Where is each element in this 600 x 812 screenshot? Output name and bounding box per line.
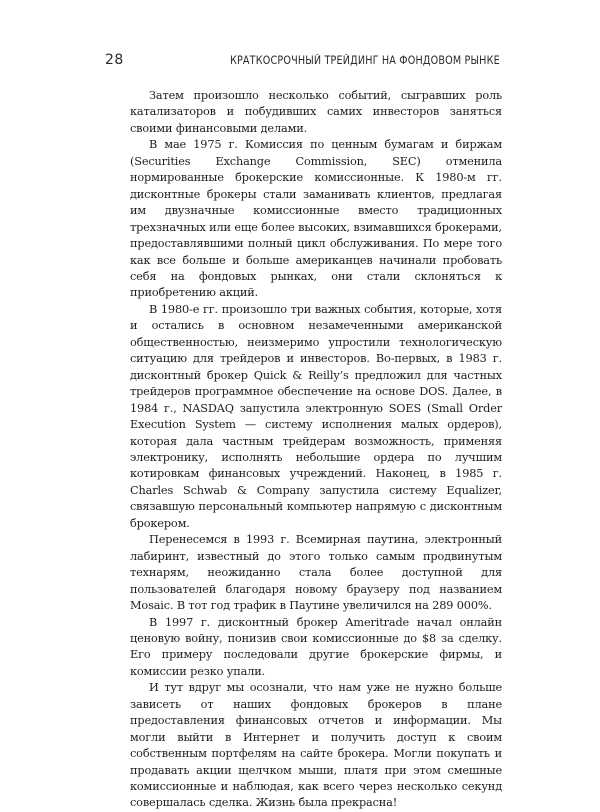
paragraph: Перенесемся в 1993 г. Всемирная паутина, электронный лабиринт, известный до этого только самым продвинутым технарям, неожиданно стала более доступной для пользователей благодаря новому браузеру под названием Mosaic. В тот год трафик в Паутине увеличился на 289 000%. (130, 533, 502, 613)
paragraph: В 1997 г. дисконтный брокер Ameritrade начал онлайн ценовую войну, понизив свои комиссионные до $8 за сделку. Его примеру последовали другие брокерские фирмы, и комиссии резко упали. (130, 615, 502, 678)
running-title: КРАТКОСРОЧНЫЙ ТРЕЙДИНГ НА ФОНДОВОМ РЫНКЕ (230, 54, 500, 67)
body-text (130, 88, 502, 812)
paragraph: В мае 1975 г. Комиссия по ценным бумагам и биржам (Securities Exchange Commission, SEC) отменила нормированные брокерские комиссионные. К 1980-м гг. дисконтные брокеры стали заманивать клиентов, предлагая им двузначные комиссионные вместо традиционных трехзначных или еще более высоких, взимавшихся брокерами, предоставлявшими полный цикл обслуживания. По мере того как все больше и больше американцев начинали пробовать себя на фондовых рынках, они стали склоняться к приобретению акций. (130, 138, 502, 300)
paragraph: Затем произошло несколько событий, сыгравших роль катализаторов и побудивших самих инвесторов заняться своими финансовыми делами. (130, 89, 502, 135)
page-number: 28 (105, 52, 124, 68)
page-header (105, 52, 500, 72)
paragraph: В 1980-е гг. произошло три важных события, которые, хотя и остались в основном незамеченными американской общественностью, неизмеримо упростили технологическую ситуацию для трейдеров и инвесторов. Во-первых, в 1983 г. дисконтный брокер Quick & Reilly’s предложил для частных трейдеров программное обеспечение на основе DOS. Далее, в 1984 г., NASDAQ запустила электронную SOES (Small Order Execution System — систему исполнения малых ордеров), которая дала частным трейдерам возможность, применяя электронику, исполнять небольшие ордера по лучшим котировкам финансовых учреждений. Наконец, в 1985 г. Charles Schwab & Company запустила систему Equalizer, связавшую персональный компьютер напрямую с дисконтным брокером. (130, 302, 502, 530)
paragraph: И тут вдруг мы осознали, что нам уже не нужно больше зависеть от наших фондовых брокеров в плане предоставления финансовых отчетов и информации. Мы могли выйти в Интернет и получить доступ к своим собственным портфелям на сайте брокера. Могли покупать и продавать акции щелчком мыши, платя при этом смешные комиссионные и наблюдая, как всего через несколько секунд совершалась сделка. Жизнь была прекрасна! (130, 681, 502, 810)
